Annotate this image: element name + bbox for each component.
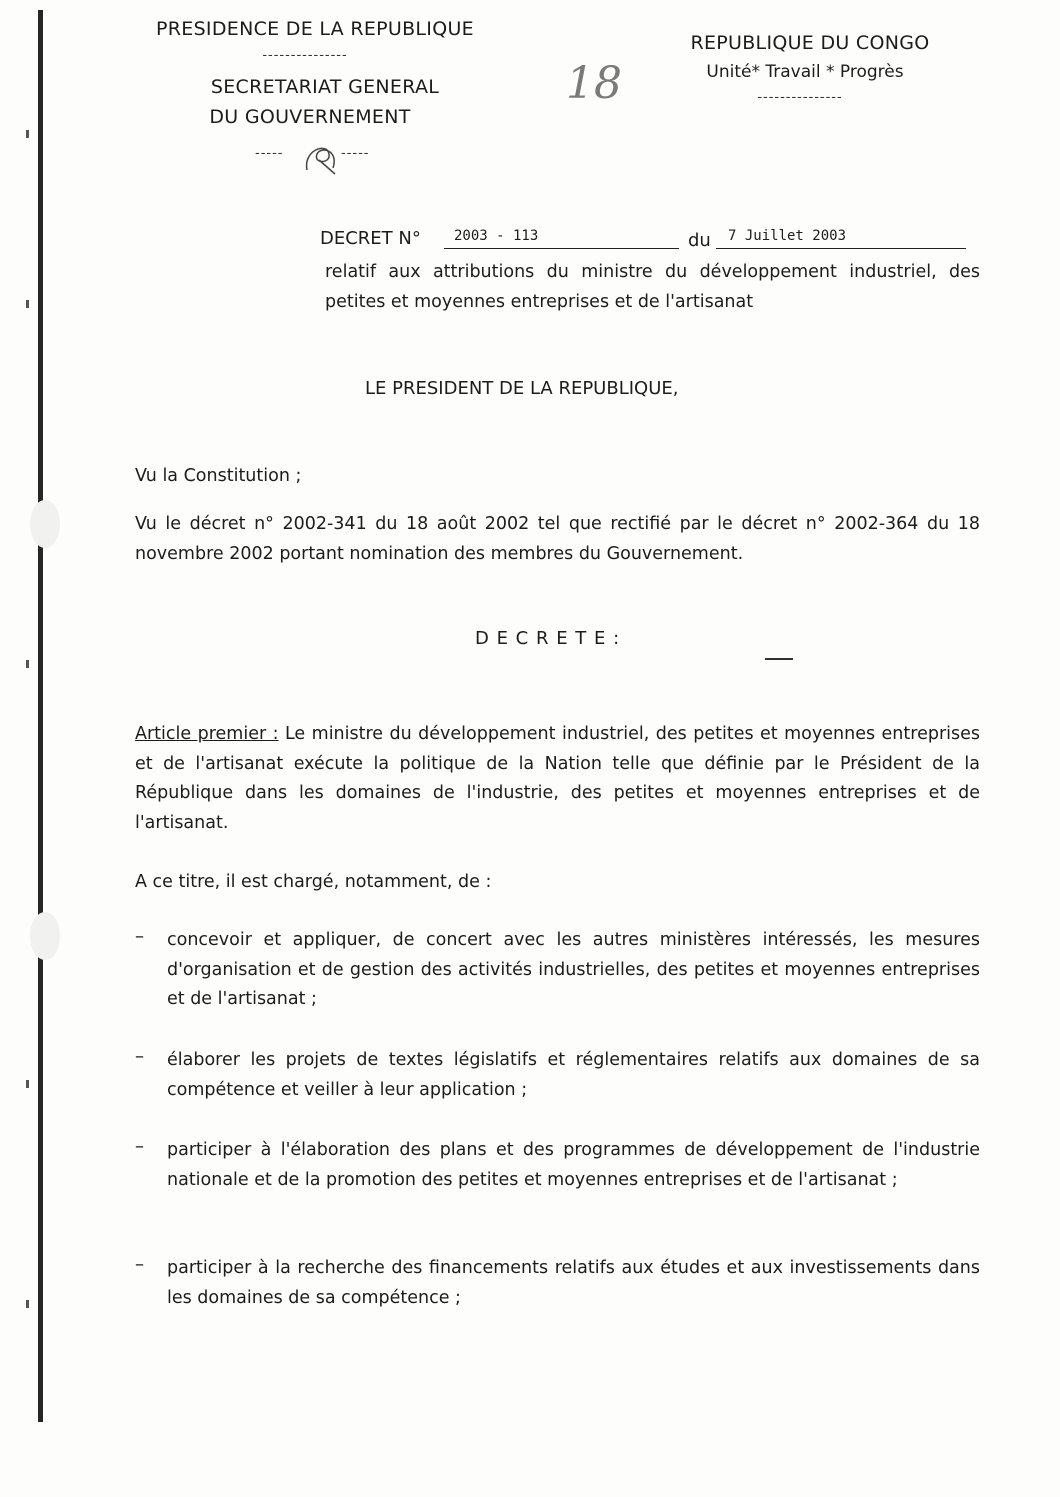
scan-mark: [765, 658, 793, 660]
article-premier: [135, 720, 980, 838]
decree-date: 7 Juillet 2003: [728, 228, 847, 244]
punch-hole: [30, 912, 60, 960]
decree-label: DECRET N°: [320, 228, 421, 249]
bullet-dash: –: [135, 1254, 144, 1275]
decree-date-label: du: [688, 230, 711, 251]
motto-separator: ---------------: [757, 90, 843, 105]
decree-number: 2003 - 113: [454, 228, 539, 244]
vu-decret: Vu le décret n° 2002-341 du 18 août 2002 tel que rectifié par le décret n° 2002-364 du 18 novembre 2002 portant nomination des membres du Gouvernement.: [135, 514, 980, 564]
scan-speck: [26, 300, 29, 308]
punch-hole: [30, 500, 60, 548]
vu-constitution: Vu la Constitution ;: [135, 466, 302, 486]
decree-subject: relatif aux attributions du ministre du développement industriel, des petites et moyennes entreprises et de l'artisanat: [325, 262, 980, 312]
initials-flourish: ----- -----: [255, 140, 385, 180]
decree-date-field: [716, 226, 966, 249]
article-text: Le ministre du développement industriel, des petites et moyennes entreprises et de l'artisanat exécute la politique de la Nation telle que définie par le Président de la République dans les domaines de l'industrie, des petites et moyennes entreprises et de l'artisanat.: [135, 724, 980, 833]
article-label: Article premier :: [135, 724, 279, 744]
president-heading: LE PRESIDENT DE LA REPUBLIQUE,: [365, 378, 679, 399]
initials-scribble: [299, 140, 343, 178]
decree-number-field: [444, 226, 679, 249]
article-intro: A ce titre, il est chargé, notamment, de :: [135, 872, 492, 892]
bullet-item: concevoir et appliquer, de concert avec les autres ministères intéressés, les mesures d'organisation et de gestion des activités industrielles, des petites et moyennes entreprises et de l'artisanat ;: [167, 930, 980, 1009]
page-number-handwritten: 18: [566, 58, 622, 109]
bullet-dash: –: [135, 1046, 144, 1067]
header-separator: ---------------: [262, 48, 348, 63]
scan-speck: [26, 130, 29, 138]
secretariat-heading: SECRETARIAT GENERAL: [210, 76, 440, 98]
country-heading: REPUBLIQUE DU CONGO: [690, 32, 930, 54]
motto: Unité* Travail * Progrès: [706, 62, 904, 82]
scan-speck: [26, 1300, 29, 1308]
bullet-item: participer à l'élaboration des plans et des programmes de développement de l'industrie nationale et de la promotion des petites et moyennes entreprises et de l'artisanat ;: [167, 1140, 980, 1190]
bullet-dash: –: [135, 926, 144, 947]
bullet-item: élaborer les projets de textes législatifs et réglementaires relatifs aux domaines de sa compétence et veiller à leur application ;: [167, 1050, 980, 1100]
gouvernement-heading: DU GOUVERNEMENT: [209, 106, 411, 128]
scan-speck: [26, 660, 29, 668]
scan-speck: [26, 1080, 29, 1088]
decrete-heading: D E C R E T E :: [475, 628, 621, 649]
binding-edge: [38, 10, 43, 1422]
bullet-item: participer à la recherche des financements relatifs aux études et aux investissements dans les domaines de sa compétence ;: [167, 1258, 980, 1308]
bullet-dash: –: [135, 1136, 144, 1157]
presidence-heading: PRESIDENCE DE LA REPUBLIQUE: [156, 18, 474, 40]
